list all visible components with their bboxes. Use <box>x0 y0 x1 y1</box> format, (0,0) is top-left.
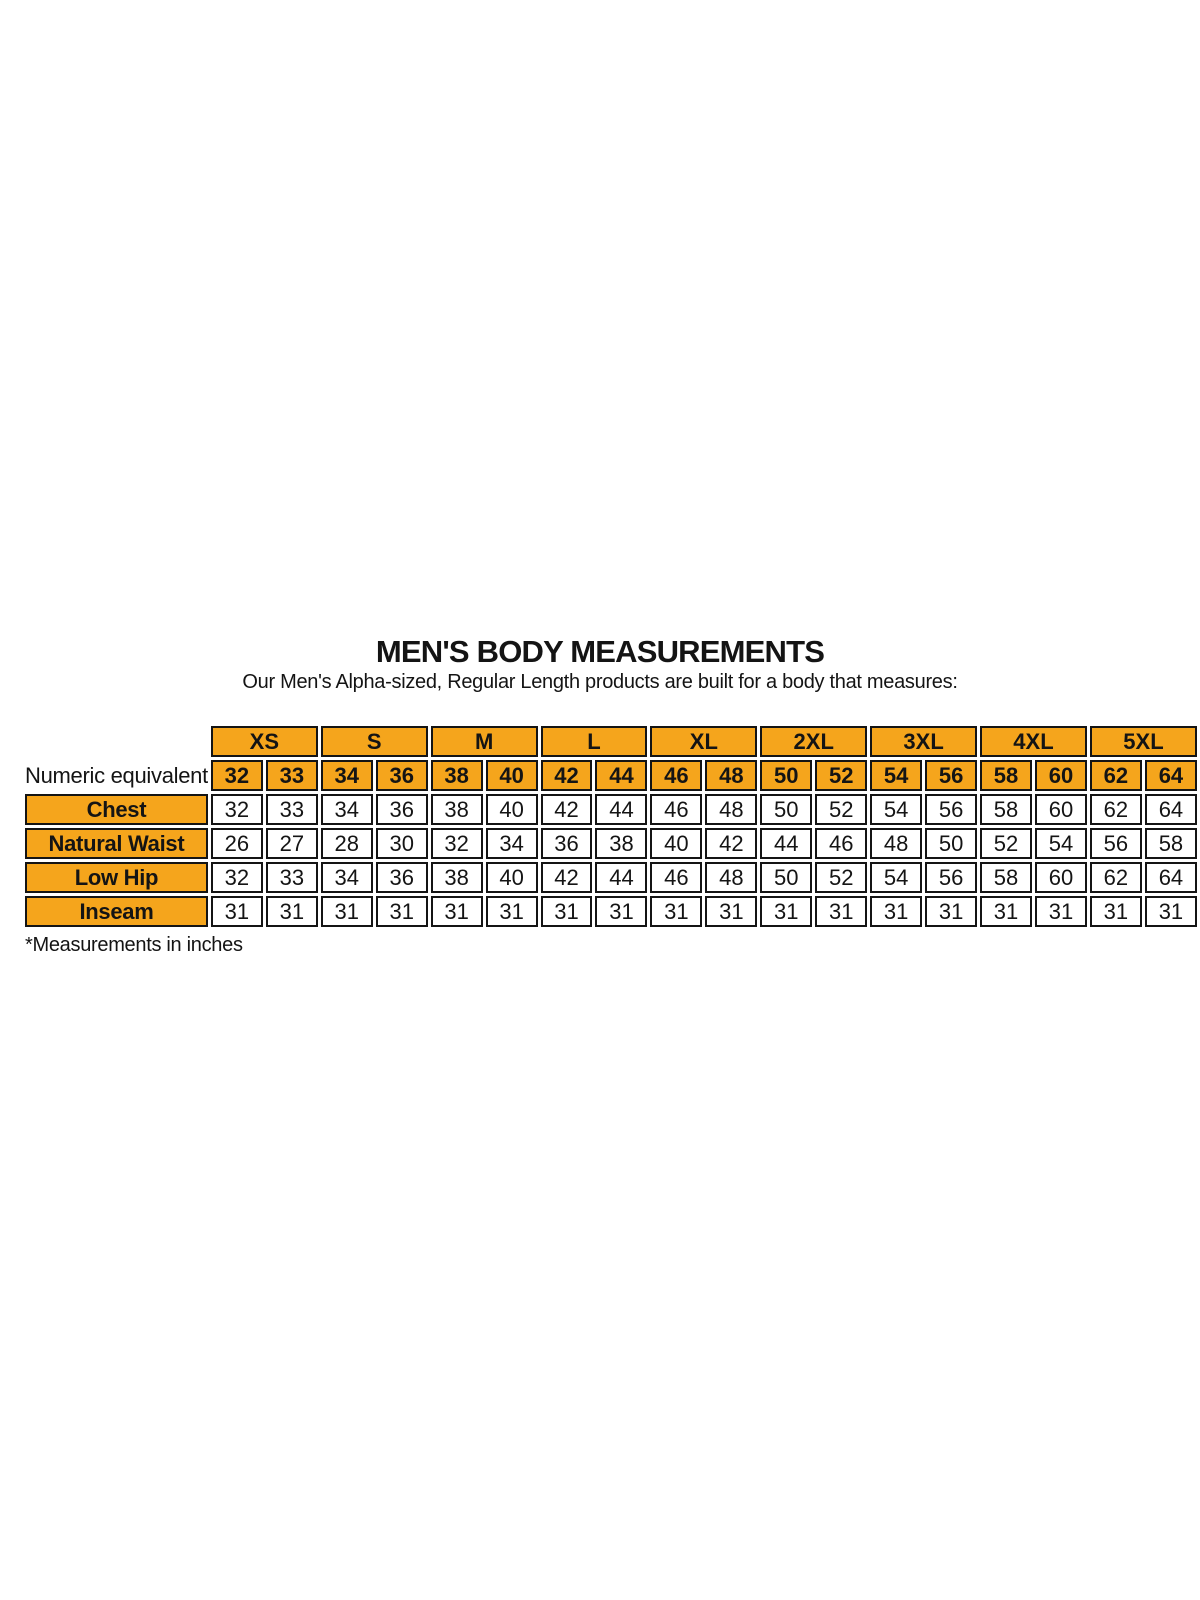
measurement-value-cell: 31 <box>760 896 812 927</box>
measurement-value-cell: 31 <box>211 896 263 927</box>
numeric-equivalent-cell: 34 <box>321 760 373 791</box>
size-header-cell: M <box>431 726 538 757</box>
measurement-value-cell: 38 <box>431 862 483 893</box>
measurement-value-cell: 42 <box>705 828 757 859</box>
measurement-value-cell: 54 <box>870 794 922 825</box>
measurement-value-cell: 56 <box>925 794 977 825</box>
measurement-value-cell: 31 <box>1035 896 1087 927</box>
measurement-value-cell: 34 <box>486 828 538 859</box>
measurement-value-cell: 36 <box>541 828 593 859</box>
row-label-cell: Natural Waist <box>25 828 208 859</box>
measurement-value-cell: 38 <box>431 794 483 825</box>
measurement-row <box>25 862 1197 893</box>
row-label-cell: Low Hip <box>25 862 208 893</box>
measurement-value-cell: 31 <box>266 896 318 927</box>
measurement-value-cell: 31 <box>376 896 428 927</box>
numeric-equivalent-cell: 32 <box>211 760 263 791</box>
measurement-value-cell: 28 <box>321 828 373 859</box>
measurement-value-cell: 50 <box>760 862 812 893</box>
page-title: MEN'S BODY MEASUREMENTS <box>375 634 825 669</box>
measurement-value-cell: 42 <box>541 794 593 825</box>
measurement-value-cell: 31 <box>925 896 977 927</box>
measurement-value-cell: 31 <box>815 896 867 927</box>
measurement-value-cell: 31 <box>595 896 647 927</box>
measurement-value-cell: 40 <box>486 794 538 825</box>
measurement-value-cell: 34 <box>321 862 373 893</box>
measurement-value-cell: 31 <box>541 896 593 927</box>
measurement-value-cell: 44 <box>760 828 812 859</box>
measurement-value-cell: 31 <box>705 896 757 927</box>
row-label-cell: Chest <box>25 794 208 825</box>
numeric-equivalent-row <box>25 760 1197 791</box>
measurement-value-cell: 31 <box>650 896 702 927</box>
measurement-row <box>25 896 1197 927</box>
numeric-equivalent-cell: 50 <box>760 760 812 791</box>
numeric-equivalent-cell: 60 <box>1035 760 1087 791</box>
size-header-cell: L <box>541 726 648 757</box>
measurement-value-cell: 31 <box>870 896 922 927</box>
size-header-cell: 2XL <box>760 726 867 757</box>
measurement-value-cell: 46 <box>815 828 867 859</box>
measurement-value-cell: 60 <box>1035 862 1087 893</box>
numeric-equivalent-cell: 44 <box>595 760 647 791</box>
measurement-value-cell: 40 <box>650 828 702 859</box>
numeric-equivalent-cell: 64 <box>1145 760 1197 791</box>
measurement-value-cell: 46 <box>650 862 702 893</box>
measurement-value-cell: 52 <box>815 862 867 893</box>
spacer-cell <box>25 726 208 757</box>
numeric-equivalent-cell: 54 <box>870 760 922 791</box>
measurement-value-cell: 46 <box>650 794 702 825</box>
measurement-value-cell: 30 <box>376 828 428 859</box>
measurement-value-cell: 32 <box>211 862 263 893</box>
numeric-equivalent-cell: 56 <box>925 760 977 791</box>
measurement-value-cell: 33 <box>266 862 318 893</box>
measurement-value-cell: 64 <box>1145 794 1197 825</box>
measurement-value-cell: 26 <box>211 828 263 859</box>
size-header-cell: 3XL <box>870 726 977 757</box>
measurement-value-cell: 31 <box>980 896 1032 927</box>
measurement-value-cell: 31 <box>486 896 538 927</box>
measurement-value-cell: 31 <box>1145 896 1197 927</box>
measurement-value-cell: 56 <box>1090 828 1142 859</box>
numeric-equivalent-cell: 48 <box>705 760 757 791</box>
numeric-equivalent-cell: 38 <box>431 760 483 791</box>
numeric-equivalent-label: Numeric equivalent <box>25 762 208 788</box>
measurement-value-cell: 40 <box>486 862 538 893</box>
measurement-value-cell: 58 <box>980 862 1032 893</box>
measurement-value-cell: 38 <box>595 828 647 859</box>
table-body <box>25 726 1197 927</box>
size-header-row <box>25 726 1197 757</box>
numeric-equivalent-cell: 36 <box>376 760 428 791</box>
measurement-value-cell: 54 <box>1035 828 1087 859</box>
measurement-value-cell: 64 <box>1145 862 1197 893</box>
size-header-cell: 4XL <box>980 726 1087 757</box>
size-header-cell: XL <box>650 726 757 757</box>
page-subtitle: Our Men's Alpha-sized, Regular Length products are built for a body that measures: <box>242 671 958 693</box>
measurement-row <box>25 794 1197 825</box>
size-chart-table <box>22 723 1200 930</box>
measurements-footnote: *Measurements in inches <box>25 934 243 956</box>
measurement-value-cell: 48 <box>705 862 757 893</box>
row-label-cell: Inseam <box>25 896 208 927</box>
measurement-value-cell: 48 <box>705 794 757 825</box>
numeric-equivalent-cell: 52 <box>815 760 867 791</box>
numeric-equivalent-cell: 40 <box>486 760 538 791</box>
numeric-equivalent-cell: 42 <box>541 760 593 791</box>
size-header-cell: S <box>321 726 428 757</box>
measurement-value-cell: 58 <box>1145 828 1197 859</box>
numeric-equivalent-cell: 46 <box>650 760 702 791</box>
measurement-value-cell: 52 <box>980 828 1032 859</box>
measurement-value-cell: 44 <box>595 794 647 825</box>
measurement-value-cell: 62 <box>1090 794 1142 825</box>
measurement-value-cell: 58 <box>980 794 1032 825</box>
measurement-value-cell: 42 <box>541 862 593 893</box>
measurement-value-cell: 62 <box>1090 862 1142 893</box>
measurement-value-cell: 52 <box>815 794 867 825</box>
numeric-equivalent-cell: 62 <box>1090 760 1142 791</box>
measurement-value-cell: 56 <box>925 862 977 893</box>
measurement-value-cell: 27 <box>266 828 318 859</box>
size-chart-table-container <box>22 723 1200 930</box>
measurement-value-cell: 50 <box>760 794 812 825</box>
measurement-value-cell: 32 <box>211 794 263 825</box>
measurement-value-cell: 31 <box>1090 896 1142 927</box>
measurement-value-cell: 32 <box>431 828 483 859</box>
measurement-value-cell: 44 <box>595 862 647 893</box>
size-header-cell: XS <box>211 726 318 757</box>
measurement-value-cell: 48 <box>870 828 922 859</box>
measurement-row <box>25 828 1197 859</box>
measurement-value-cell: 50 <box>925 828 977 859</box>
measurement-value-cell: 60 <box>1035 794 1087 825</box>
measurement-value-cell: 33 <box>266 794 318 825</box>
measurement-value-cell: 36 <box>376 862 428 893</box>
numeric-equivalent-cell: 33 <box>266 760 318 791</box>
measurement-value-cell: 54 <box>870 862 922 893</box>
numeric-equivalent-cell: 58 <box>980 760 1032 791</box>
measurement-value-cell: 34 <box>321 794 373 825</box>
measurement-value-cell: 31 <box>431 896 483 927</box>
size-header-cell: 5XL <box>1090 726 1197 757</box>
measurement-value-cell: 36 <box>376 794 428 825</box>
measurement-value-cell: 31 <box>321 896 373 927</box>
